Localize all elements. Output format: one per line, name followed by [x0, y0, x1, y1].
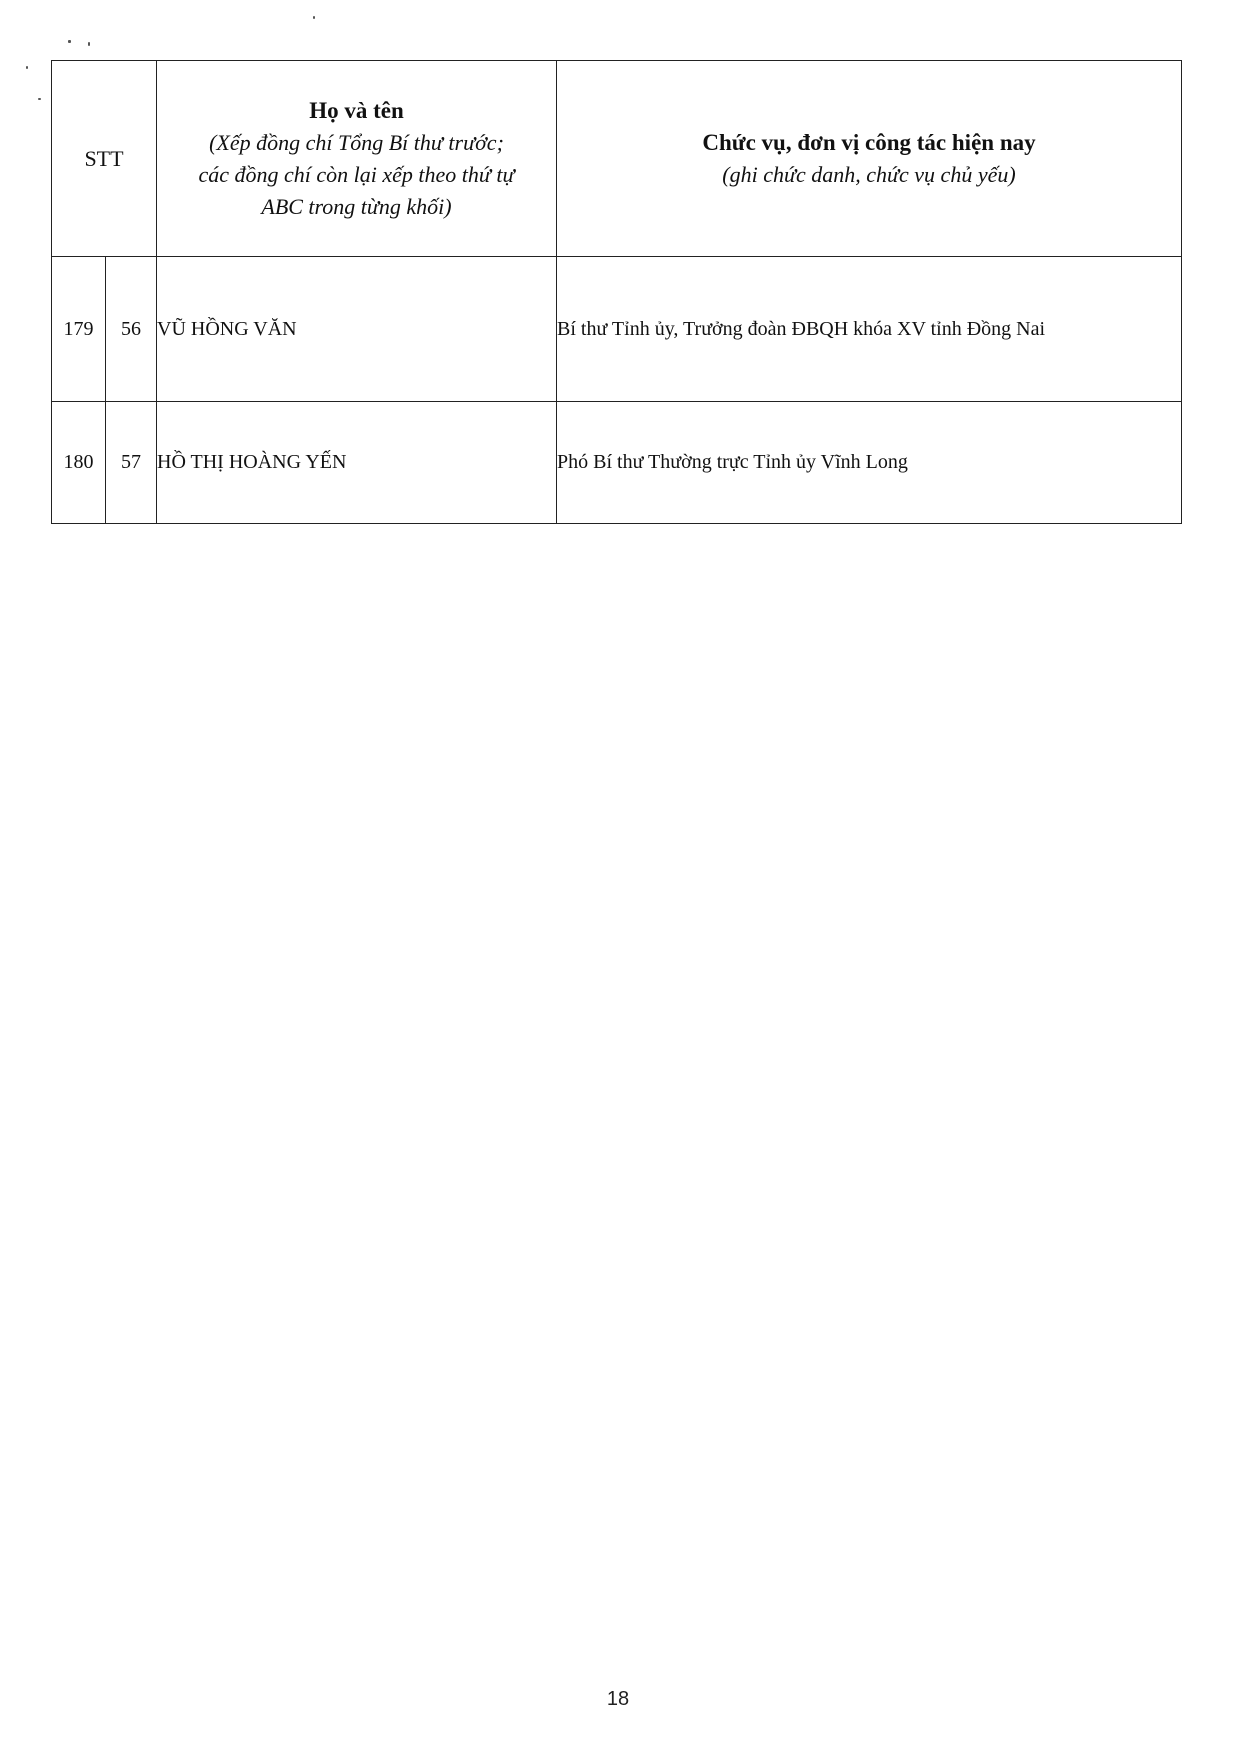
page-number: 18 — [606, 1688, 630, 1710]
position-header-title: Chức vụ, đơn vị công tác hiện nay — [702, 129, 1036, 155]
name-header-note: (Xếp đồng chí Tổng Bí thư trước; — [209, 129, 504, 155]
name-header-note: các đồng chí còn lại xếp theo thứ tự — [198, 161, 515, 187]
member-name: HỒ THỊ HOÀNG YẾN — [157, 402, 557, 524]
table-row — [52, 257, 1182, 402]
member-position: Bí thư Tỉnh ủy, Trưởng đoàn ĐBQH khóa XV tỉnh Đồng Nai — [557, 257, 1182, 402]
name-header — [157, 61, 557, 257]
scan-speck — [26, 66, 28, 69]
member-position: Phó Bí thư Thường trực Tỉnh ủy Vĩnh Long — [557, 402, 1182, 524]
member-name: VŨ HỒNG VĂN — [157, 257, 557, 402]
name-header-note: ABC trong từng khối) — [261, 193, 452, 219]
scan-speck — [313, 16, 315, 19]
table-header-row — [52, 61, 1182, 257]
group-row-number: 57 — [106, 402, 157, 524]
row-number: 179 — [52, 257, 106, 402]
name-header-title: Họ và tên — [309, 97, 404, 123]
scan-speck — [68, 40, 71, 43]
group-row-number: 56 — [106, 257, 157, 402]
position-header — [557, 61, 1182, 257]
position-header-note: (ghi chức danh, chức vụ chủ yếu) — [722, 161, 1016, 187]
scan-speck — [38, 98, 41, 100]
table-row — [52, 402, 1182, 524]
scan-speck — [88, 42, 90, 46]
candidate-table — [51, 60, 1182, 524]
row-number: 180 — [52, 402, 106, 524]
stt-header: STT — [52, 61, 157, 257]
